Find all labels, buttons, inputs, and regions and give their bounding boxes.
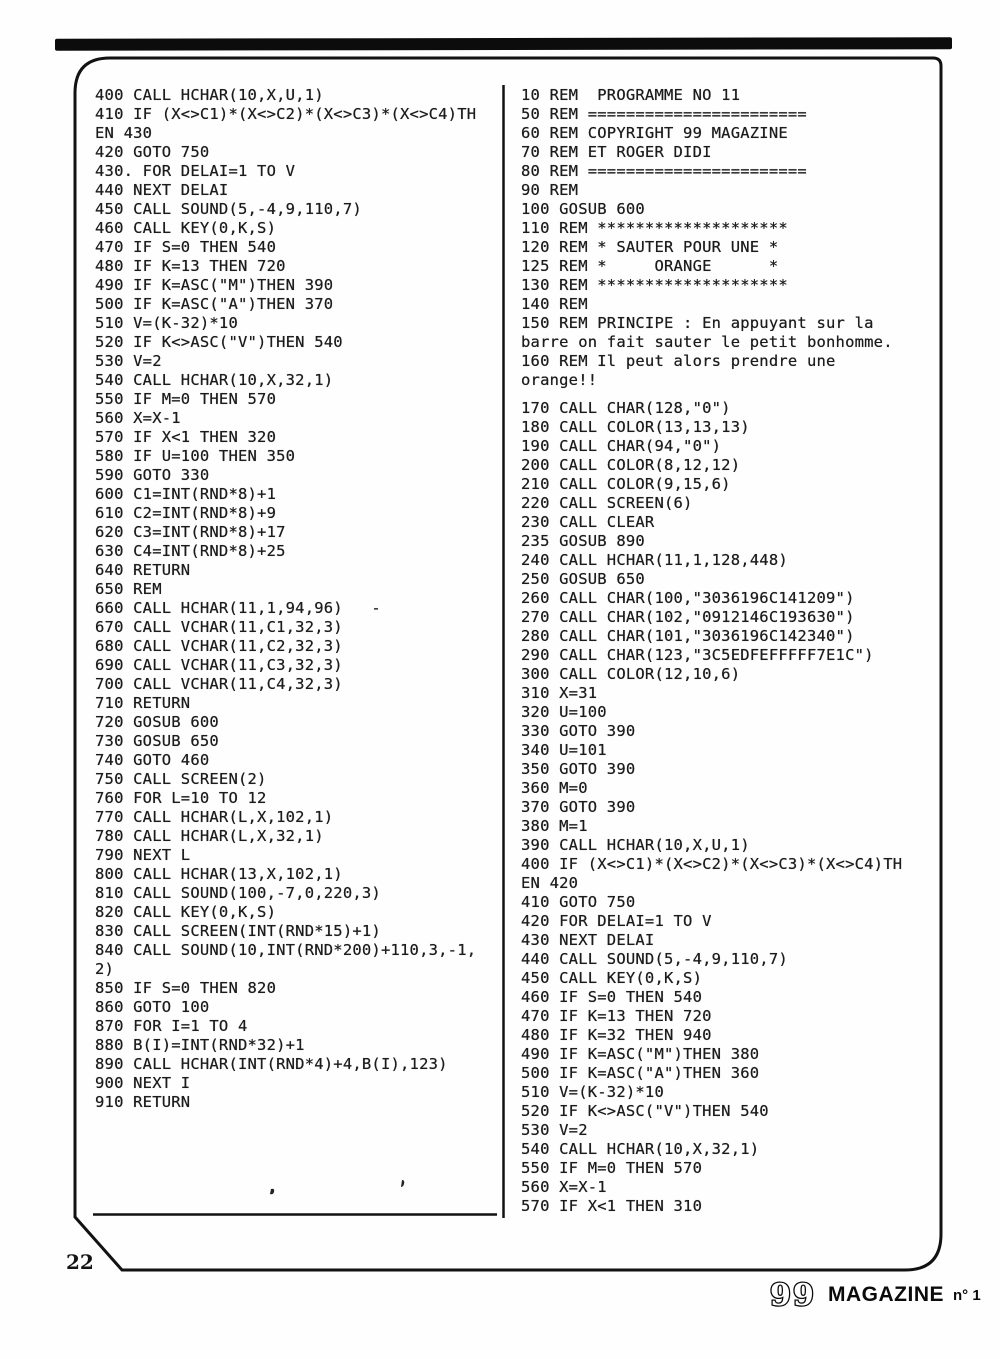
code-line: 610 C2=INT(RND*8)+9 xyxy=(95,504,277,522)
code-line: 830 CALL SCREEN(INT(RND*15)+1) xyxy=(95,922,381,940)
code-line: 125 REM * ORANGE * xyxy=(521,257,779,275)
code-line: 510 V=(K-32)*10 xyxy=(95,314,238,332)
code-line: 730 GOSUB 650 xyxy=(95,732,219,750)
code-line: 490 IF K=ASC("M")THEN 380 xyxy=(521,1045,760,1063)
code-line: 670 CALL VCHAR(11,C1,32,3) xyxy=(95,618,343,636)
code-line: 300 CALL COLOR(12,10,6) xyxy=(521,665,741,683)
code-line: 480 IF K=13 THEN 720 xyxy=(95,257,286,275)
code-line: 130 REM ******************** xyxy=(521,276,788,294)
code-line: 650 REM xyxy=(95,580,162,598)
code-line: 720 GOSUB 600 xyxy=(95,713,219,731)
code-line: 280 CALL CHAR(101,"3036196C142340") xyxy=(521,627,855,645)
code-line: 690 CALL VCHAR(11,C3,32,3) xyxy=(95,656,343,674)
code-line: 290 CALL CHAR(123,"3C5EDFEFFFFF7E1C") xyxy=(521,646,874,664)
logo-99-icon xyxy=(768,1278,826,1312)
code-line: 240 CALL HCHAR(11,1,128,448) xyxy=(521,551,788,569)
code-line: 880 B(I)=INT(RND*32)+1 xyxy=(95,1036,305,1054)
code-line: 710 RETURN xyxy=(95,694,191,712)
code-column-left xyxy=(95,86,501,1112)
code-line: 440 CALL SOUND(5,-4,9,110,7) xyxy=(521,950,788,968)
code-line: 520 IF K<>ASC("V")THEN 540 xyxy=(521,1102,769,1120)
code-line: 820 CALL KEY(0,K,S) xyxy=(95,903,277,921)
code-line: 890 CALL HCHAR(INT(RND*4)+4,B(I),123) xyxy=(95,1055,448,1073)
code-line: 340 U=101 xyxy=(521,741,607,759)
scan-speck-comma xyxy=(270,1189,274,1194)
code-line: 570 IF X<1 THEN 310 xyxy=(521,1197,703,1215)
code-line: 360 M=0 xyxy=(521,779,588,797)
code-line: orange!! xyxy=(521,371,598,389)
code-line: 380 M=1 xyxy=(521,817,588,835)
code-line: 480 IF K=32 THEN 940 xyxy=(521,1026,712,1044)
code-line: 750 CALL SCREEN(2) xyxy=(95,770,267,788)
code-line: 420 FOR DELAI=1 TO V xyxy=(521,912,712,930)
code-line: 210 CALL COLOR(9,15,6) xyxy=(521,475,731,493)
code-line: 170 CALL CHAR(128,"0") xyxy=(521,399,731,417)
code-line: 780 CALL HCHAR(L,X,32,1) xyxy=(95,827,324,845)
code-line: 150 REM PRINCIPE : En appuyant sur la xyxy=(521,314,874,332)
code-line: 850 IF S=0 THEN 820 xyxy=(95,979,277,997)
code-line: 110 REM ******************** xyxy=(521,219,788,237)
code-line: 350 GOTO 390 xyxy=(521,760,636,778)
code-line: 430. FOR DELAI=1 TO V xyxy=(95,162,296,180)
code-line: 440 NEXT DELAI xyxy=(95,181,229,199)
code-line: 530 V=2 xyxy=(521,1121,588,1139)
code-line: 370 GOTO 390 xyxy=(521,798,636,816)
code-line: 560 X=X-1 xyxy=(521,1178,607,1196)
code-line: 740 GOTO 460 xyxy=(95,751,210,769)
code-line: 550 IF M=0 THEN 570 xyxy=(95,390,277,408)
code-line: 810 CALL SOUND(100,-7,0,220,3) xyxy=(95,884,381,902)
code-line: 190 CALL CHAR(94,"0") xyxy=(521,437,722,455)
code-column-right xyxy=(521,86,939,1216)
code-line: EN 430 xyxy=(95,124,153,142)
code-line: 330 GOTO 390 xyxy=(521,722,636,740)
code-line: 420 GOTO 750 xyxy=(95,143,210,161)
code-line: 460 IF S=0 THEN 540 xyxy=(521,988,703,1006)
code-line: 630 C4=INT(RND*8)+25 xyxy=(95,542,286,560)
code-line: 50 REM ======================= xyxy=(521,105,807,123)
code-line: 450 CALL SOUND(5,-4,9,110,7) xyxy=(95,200,362,218)
code-line: 590 GOTO 330 xyxy=(95,466,210,484)
code-line: 700 CALL VCHAR(11,C4,32,3) xyxy=(95,675,343,693)
code-line: 580 IF U=100 THEN 350 xyxy=(95,447,296,465)
code-line: 500 IF K=ASC("A")THEN 370 xyxy=(95,295,334,313)
svg-text:9: 9 xyxy=(793,1278,814,1312)
code-line: 520 IF K<>ASC("V")THEN 540 xyxy=(95,333,343,351)
code-line: EN 420 xyxy=(521,874,579,892)
code-line: 620 C3=INT(RND*8)+17 xyxy=(95,523,286,541)
code-line: 680 CALL VCHAR(11,C2,32,3) xyxy=(95,637,343,655)
code-line: 570 IF X<1 THEN 320 xyxy=(95,428,277,446)
code-line: 910 RETURN xyxy=(95,1093,191,1111)
code-line: 560 X=X-1 xyxy=(95,409,181,427)
code-line: 430 NEXT DELAI xyxy=(521,931,655,949)
code-line: 400 CALL HCHAR(10,X,U,1) xyxy=(95,86,324,104)
logo-issue-text: n° 1 xyxy=(953,1286,981,1304)
code-line: 410 IF (X<>C1)*(X<>C2)*(X<>C3)*(X<>C4)TH xyxy=(95,105,477,123)
code-line: 320 U=100 xyxy=(521,703,607,721)
code-line: 770 CALL HCHAR(L,X,102,1) xyxy=(95,808,334,826)
magazine-logo xyxy=(768,1278,981,1312)
code-line: 80 REM ======================= xyxy=(521,162,807,180)
code-line: 460 CALL KEY(0,K,S) xyxy=(95,219,277,237)
scan-speck-apostrophe xyxy=(401,1180,404,1187)
svg-text:9: 9 xyxy=(770,1278,791,1312)
code-line: 400 IF (X<>C1)*(X<>C2)*(X<>C3)*(X<>C4)TH xyxy=(521,855,903,873)
code-line: 660 CALL HCHAR(11,1,94,96) - xyxy=(95,599,381,617)
code-line xyxy=(521,390,939,399)
code-line: 470 IF S=0 THEN 540 xyxy=(95,238,277,256)
logo-magazine-text: MAGAZINE xyxy=(828,1282,944,1307)
code-line: 250 GOSUB 650 xyxy=(521,570,645,588)
code-line: 510 V=(K-32)*10 xyxy=(521,1083,664,1101)
code-line: 200 CALL COLOR(8,12,12) xyxy=(521,456,741,474)
code-line: 790 NEXT L xyxy=(95,846,191,864)
code-line: 230 CALL CLEAR xyxy=(521,513,655,531)
code-line: 450 CALL KEY(0,K,S) xyxy=(521,969,703,987)
code-line: 600 C1=INT(RND*8)+1 xyxy=(95,485,277,503)
code-line: 235 GOSUB 890 xyxy=(521,532,645,550)
code-line: 760 FOR L=10 TO 12 xyxy=(95,789,267,807)
code-line: 10 REM PROGRAMME NO 11 xyxy=(521,86,741,104)
code-line: 70 REM ET ROGER DIDI xyxy=(521,143,712,161)
code-line: 500 IF K=ASC("A")THEN 360 xyxy=(521,1064,760,1082)
code-line: 100 GOSUB 600 xyxy=(521,200,645,218)
code-line: 640 RETURN xyxy=(95,561,191,579)
code-line: 900 NEXT I xyxy=(95,1074,191,1092)
code-line: 90 REM xyxy=(521,181,579,199)
code-line: 220 CALL SCREEN(6) xyxy=(521,494,693,512)
code-line: barre on fait sauter le petit bonhomme. xyxy=(521,333,893,351)
code-line: 140 REM xyxy=(521,295,588,313)
code-line: 410 GOTO 750 xyxy=(521,893,636,911)
page-number: 22 xyxy=(66,1250,94,1274)
code-line: 800 CALL HCHAR(13,X,102,1) xyxy=(95,865,343,883)
code-line: 470 IF K=13 THEN 720 xyxy=(521,1007,712,1025)
code-line: 160 REM Il peut alors prendre une xyxy=(521,352,836,370)
code-line: 310 X=31 xyxy=(521,684,598,702)
code-line: 530 V=2 xyxy=(95,352,162,370)
code-line: 390 CALL HCHAR(10,X,U,1) xyxy=(521,836,750,854)
code-line: 860 GOTO 100 xyxy=(95,998,210,1016)
code-line: 540 CALL HCHAR(10,X,32,1) xyxy=(95,371,334,389)
code-line: 120 REM * SAUTER POUR UNE * xyxy=(521,238,779,256)
code-line: 270 CALL CHAR(102,"0912146C193630") xyxy=(521,608,855,626)
code-line: 540 CALL HCHAR(10,X,32,1) xyxy=(521,1140,760,1158)
code-line: 2) xyxy=(95,960,115,978)
code-line: 260 CALL CHAR(100,"3036196C141209") xyxy=(521,589,855,607)
code-line: 870 FOR I=1 TO 4 xyxy=(95,1017,248,1035)
code-line: 180 CALL COLOR(13,13,13) xyxy=(521,418,750,436)
code-line: 840 CALL SOUND(10,INT(RND*200)+110,3,-1, xyxy=(95,941,477,959)
code-line: 490 IF K=ASC("M")THEN 390 xyxy=(95,276,334,294)
code-line: 60 REM COPYRIGHT 99 MAGAZINE xyxy=(521,124,788,142)
code-line: 550 IF M=0 THEN 570 xyxy=(521,1159,703,1177)
